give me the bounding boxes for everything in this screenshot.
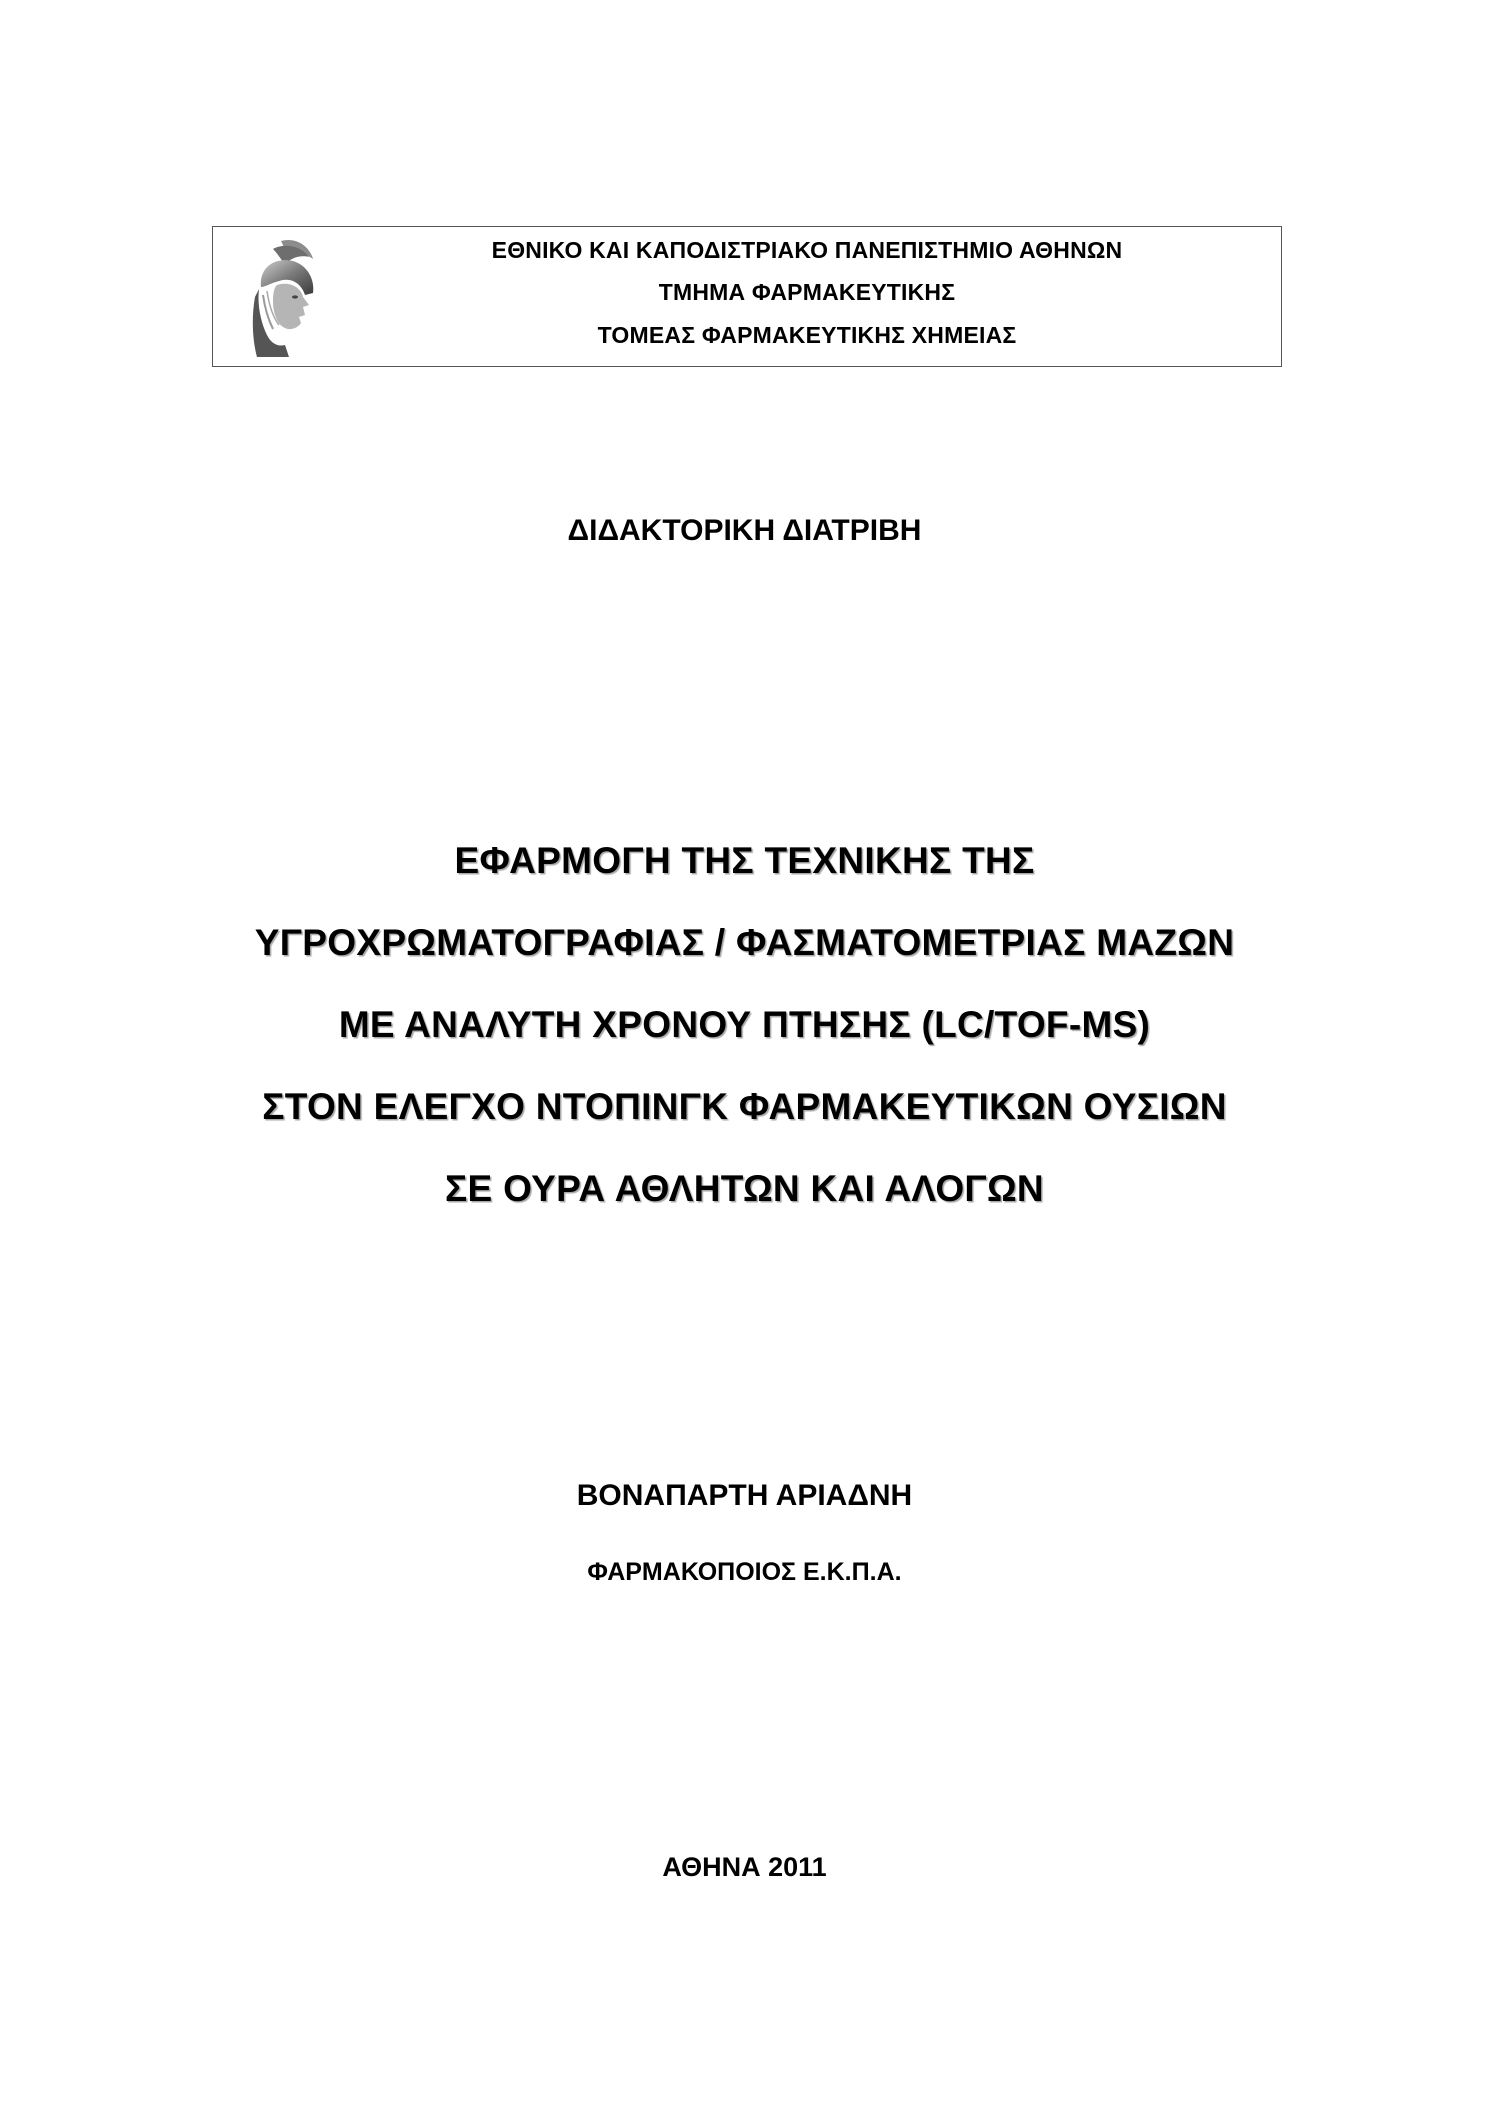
- thesis-title-line: ΥΓΡΟΧΡΩΜΑΤΟΓΡΑΦΙΑΣ / ΦΑΣΜΑΤΟΜΕΤΡΙΑΣ ΜΑΖΩΝ: [254, 922, 1235, 963]
- division-name: ΤΟΜΕΑΣ ΦΑΡΜΑΚΕΥΤΙΚΗΣ ΧΗΜΕΙΑΣ: [597, 322, 1017, 348]
- author-name: ΒΟΝΑΠΑΡΤΗ ΑΡΙΑΔΝΗ: [576, 1479, 913, 1512]
- institution-header: [212, 226, 1282, 367]
- thesis-title-line: ΕΦΑΡΜΟΓΗ ΤΗΣ ΤΕΧΝΙΚΗΣ ΤΗΣ: [454, 840, 1035, 881]
- author-title: ΦΑΡΜΑΚΟΠΟΙΟΣ Ε.Κ.Π.Α.: [587, 1558, 902, 1586]
- thesis-title-line: ΣΤΟΝ ΕΛΕΓΧΟ ΝΤΟΠΙΝΓΚ ΦΑΡΜΑΚΕΥΤΙΚΩΝ ΟΥΣΙΩΝ: [262, 1086, 1227, 1127]
- place-and-year: ΑΘΗΝΑ 2011: [662, 1852, 827, 1882]
- athena-helmet-logo-icon: [243, 235, 323, 360]
- thesis-title-line: ΜΕ ΑΝΑΛΥΤΗ ΧΡΟΝΟΥ ΠΤΗΣΗΣ (LC/TOF-MS): [338, 1004, 1151, 1045]
- university-name: ΕΘΝΙΚΟ ΚΑΙ ΚΑΠΟΔΙΣΤΡΙΑΚΟ ΠΑΝΕΠΙΣΤΗΜΙΟ ΑΘΗΝΩΝ: [491, 237, 1123, 263]
- document-type: ΔΙΔΑΚΤΟΡΙΚΗ ΔΙΑΤΡΙΒΗ: [567, 514, 922, 547]
- thesis-title-line: ΣΕ ΟΥΡΑ ΑΘΛΗΤΩΝ ΚΑΙ ΑΛΟΓΩΝ: [445, 1168, 1044, 1209]
- department-name: ΤΜΗΜΑ ΦΑΡΜΑΚΕΥΤΙΚΗΣ: [658, 279, 956, 305]
